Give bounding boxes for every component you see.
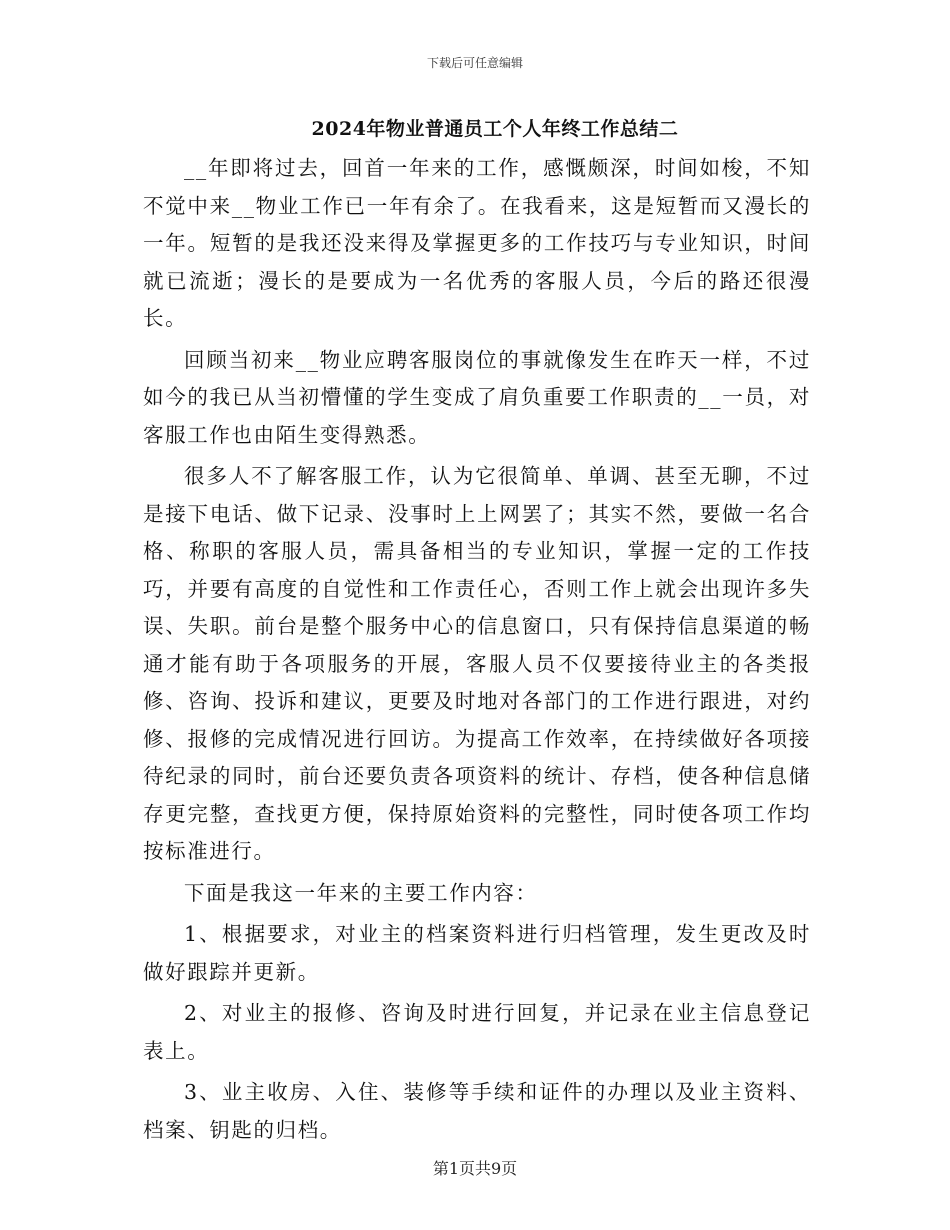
list-intro: 下面是我这一年来的主要工作内容： (184, 880, 538, 905)
page-number: 第1页共9页 (432, 1159, 518, 1178)
list-item: 2、对业主的报修、咨询及时进行回复，并记录在业主信息登记表上。 (143, 1001, 811, 1063)
list-item: 1、根据要求，对业主的档案资料进行归档管理，发生更改及时做好跟踪并更新。 (143, 922, 811, 984)
document-body (143, 150, 811, 1153)
document-title: 2024年物业普通员工个人年终工作总结二 (311, 118, 679, 140)
list-item: 3、业主收房、入住、装修等手续和证件的办理以及业主资料、档案、钥匙的归档。 (143, 1080, 811, 1142)
paragraph: __年即将过去，回首一年来的工作，感慨颇深，时间如梭，不知不觉中来__物业工作已一年有余了。在我看来，这是短暂而又漫长的一年。短暂的是我还没来得及掌握更多的工作技巧与专业知识，时间就已流逝；漫长的是要成为一名优秀的客服人员，今后的路还很漫长。 (143, 156, 811, 330)
header-note: 下载后可任意编辑 (426, 56, 523, 70)
paragraph: 回顾当初来__物业应聘客服岗位的事就像发生在昨天一样，不过如今的我已从当初懵懂的学生变成了肩负重要工作职责的__一员，对客服工作也由陌生变得熟悉。 (143, 347, 811, 447)
paragraph: 很多人不了解客服工作，认为它很简单、单调、甚至无聊，不过是接下电话、做下记录、没事时上上网罢了；其实不然，要做一名合格、称职的客服人员，需具备相当的专业知识，掌握一定的工作技巧，并要有高度的自觉性和工作责任心，否则工作上就会出现许多失误、失职。前台是整个服务中心的信息窗口，只有保持信息渠道的畅通才能有助于各项服务的开展，客服人员不仅要接待业主的各类报修、咨询、投诉和建议，更要及时地对各部门的工作进行跟进，对约修、报修的完成情况进行回访。为提高工作效率，在持续做好各项接待纪录的同时，前台还要负责各项资料的统计、存档，使各种信息储存更完整，查找更方便，保持原始资料的完整性，同时使各项工作均按标准进行。 (143, 464, 811, 863)
